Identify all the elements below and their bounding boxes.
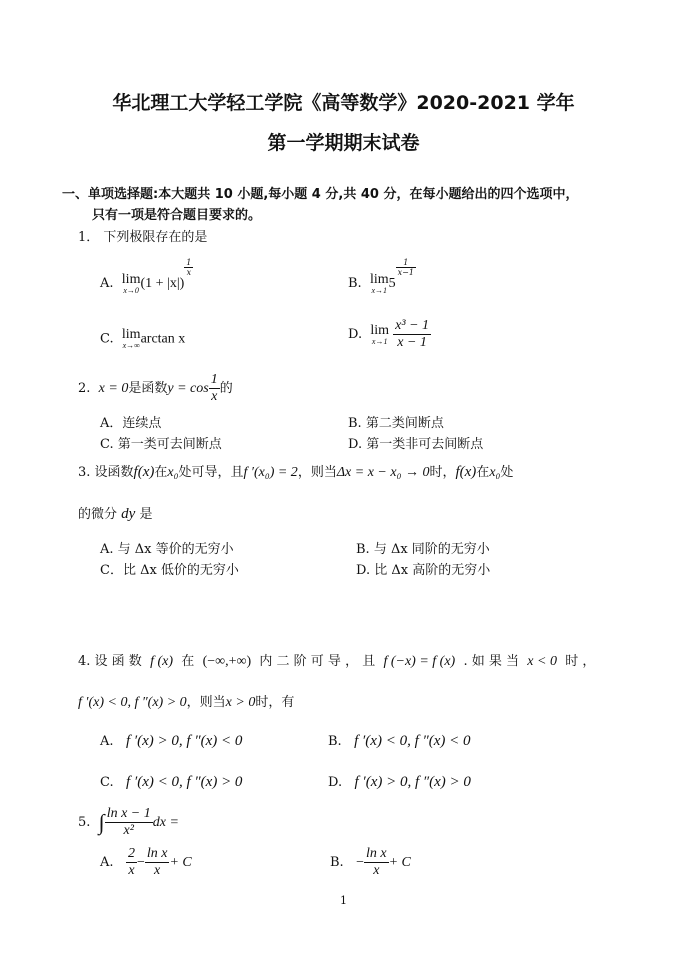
operator: − <box>356 855 364 871</box>
page-number: 1 <box>340 894 347 907</box>
constant: + C <box>169 855 192 871</box>
integral-sign: ∫ <box>98 809 105 835</box>
stem-text: 时 ， <box>565 654 596 669</box>
option-label: D. <box>328 775 343 790</box>
question-2-stem <box>78 372 233 405</box>
q1-option-a <box>100 258 193 295</box>
limit: lim x→1 <box>369 271 389 295</box>
expression: f ′(x) < 0, f ″(x) < 0 <box>354 733 471 749</box>
q2-option-b: B. 第二类间断点 <box>348 416 444 431</box>
option-label: C. <box>100 775 114 790</box>
stem-text: ，则当 <box>186 695 226 710</box>
option-label: B. <box>330 855 344 871</box>
q4-option-c <box>100 774 242 791</box>
page-subtitle: 第一学期期末试卷 <box>267 132 420 154</box>
operator: − <box>136 855 145 871</box>
stem-text: 在 <box>154 465 168 480</box>
question-number: 2. <box>78 381 91 397</box>
q5-option-b <box>330 846 411 879</box>
stem-text: 时， <box>429 465 456 480</box>
q4-option-b <box>328 733 471 750</box>
fraction: $\frac{1}{x}$ <box>210 372 218 405</box>
stem-text: 3. 设函数 <box>78 465 134 480</box>
exponent: $\frac{1}{x-1}$ <box>397 258 414 278</box>
condition: x < 0 <box>527 654 557 669</box>
limit: lim x→1 <box>370 322 390 346</box>
stem-text: 是 <box>139 507 153 522</box>
section-heading: 一、单项选择题:本大题共 10 小题,每小题 4 分,共 40 分，在每小题给出的四个选项中， <box>62 187 579 202</box>
option-label: A. <box>100 734 114 749</box>
point: x₀ <box>489 465 501 480</box>
question-3-stem-cont <box>78 503 152 523</box>
function: y = cos <box>167 381 209 397</box>
q2-option-d: D. 第一类非可去间断点 <box>348 437 484 452</box>
stem-tail: dx = <box>152 815 179 831</box>
limit: lim x→0 <box>121 271 141 295</box>
page-title: 华北理工大学轻工学院《高等数学》2020-2021 学年 <box>112 92 575 114</box>
q3-option-a: A. 与 Δx 等价的无穷小 <box>100 542 234 557</box>
question-3-stem <box>78 461 513 481</box>
expression: f ′(x) > 0, f ″(x) > 0 <box>354 774 471 790</box>
stem-text: 时，有 <box>255 695 295 710</box>
q2-option-c: C. 第一类可去间断点 <box>100 437 222 452</box>
stem-text: . 如 果 当 <box>463 654 520 669</box>
point: x₀ <box>167 465 179 480</box>
stem-text: 4. 设 函 数 <box>78 654 142 669</box>
fraction: $\frac{\text{x³ − 1}}{x - 1}$ <box>395 318 430 351</box>
q4-option-d <box>328 774 471 791</box>
q5-option-a <box>100 846 192 879</box>
option-label: B. <box>328 734 342 749</box>
q1-option-b <box>348 258 416 295</box>
question-1-stem: 1． 下列极限存在的是 <box>78 230 208 245</box>
increment: Δx = x − x₀ → 0 <box>336 465 430 480</box>
option-label: A. <box>100 276 114 292</box>
option-label: A. <box>100 855 114 871</box>
stem-text: ，则当 <box>297 465 337 480</box>
stem-tail: 的 <box>219 381 233 397</box>
option-label: D. <box>348 327 363 343</box>
constant: + C <box>388 855 411 871</box>
question-5-stem <box>78 806 179 839</box>
exponent: $\frac{1}{x}$ <box>186 258 192 278</box>
differential: dy <box>121 506 136 522</box>
fraction: $\frac{2}{x}$ <box>127 846 135 879</box>
q2-option-a: A．连续点 <box>100 416 162 431</box>
q1-option-d <box>348 318 431 351</box>
q3-option-b: B. 与 Δx 同阶的无穷小 <box>356 542 490 557</box>
derivative-condition: f ′(x) < 0, f ″(x) > 0 <box>78 695 187 710</box>
stem-text: 在 <box>181 654 195 669</box>
fraction: $\frac{\text{ln x − 1}}{\text{x²}}$ <box>106 806 151 839</box>
function: f(x) <box>455 464 477 480</box>
expression: f ′(x) < 0, f ″(x) > 0 <box>126 774 243 790</box>
stem-text: 是函数 <box>128 381 168 397</box>
fraction: $\frac{\text{ln x}}{x}$ <box>146 846 168 879</box>
option-label: C. <box>100 331 114 347</box>
interval: (−∞,+∞) <box>202 654 252 669</box>
derivative: f ′(x₀) = 2 <box>243 465 298 480</box>
expression: 5 <box>388 276 396 292</box>
limit: lim x→∞ <box>121 327 141 350</box>
fraction: $\frac{\text{ln x}}{x}$ <box>366 846 387 879</box>
stem-text: 在 <box>476 465 490 480</box>
q3-option-d: D. 比 Δx 高阶的无穷小 <box>356 563 491 578</box>
stem-text: 内 二 阶 可 导 ， 且 <box>259 654 376 669</box>
stem-text: 处 <box>500 465 514 480</box>
option-label: B. <box>348 276 362 292</box>
stem-text: 处可导，且 <box>178 465 244 480</box>
expression: arctan x <box>140 331 186 347</box>
condition: x > 0 <box>225 695 256 710</box>
even-condition: f (−x) = f (x) <box>383 654 456 669</box>
expression: (1 + |x|) <box>140 276 185 292</box>
question-4-stem-cont <box>78 691 294 711</box>
q4-option-a <box>100 733 242 750</box>
function: f (x) <box>150 654 174 669</box>
question-number: 5. <box>78 815 91 831</box>
section-heading-cont: 只有一项是符合题目要求的。 <box>92 208 262 223</box>
condition: x = 0 <box>98 381 129 397</box>
expression: f ′(x) > 0, f ″(x) < 0 <box>125 733 243 749</box>
function: f(x) <box>133 464 155 480</box>
q1-option-c <box>100 328 185 350</box>
q3-option-c: C．比 Δx 低价的无穷小 <box>100 563 239 578</box>
question-4-stem <box>78 650 595 670</box>
stem-text: 的微分 <box>78 507 118 522</box>
